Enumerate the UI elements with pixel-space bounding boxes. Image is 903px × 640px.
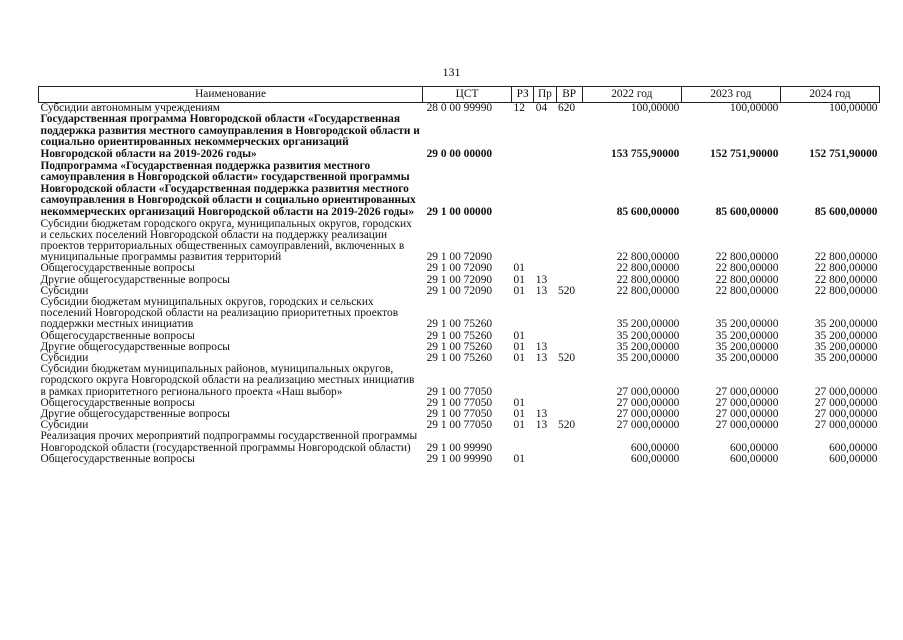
cell-2024: 22 800,00000	[814, 284, 878, 297]
cell-rz: 12	[513, 102, 525, 114]
cell-2024: 27 000,00000	[814, 396, 878, 409]
table-row	[39, 364, 880, 398]
budget-table	[38, 86, 880, 465]
cell-name: Субсидии	[40, 351, 89, 364]
header-name: Наименование	[39, 87, 423, 103]
cell-cst: 29 1 00 72090	[426, 273, 493, 286]
cell-rz	[512, 297, 534, 331]
cell-name: Общегосударственные вопросы	[40, 452, 195, 465]
header-2024: 2024 год	[780, 87, 879, 103]
table-row	[39, 219, 880, 264]
table-row	[39, 263, 880, 274]
cell-pr	[534, 454, 556, 465]
page-number: 131	[442, 65, 461, 79]
cell-2022: 27 000,00000	[616, 385, 680, 398]
cell-vr	[556, 364, 582, 398]
cell-vr: 520	[558, 284, 576, 297]
cell-rz: 01	[513, 262, 525, 275]
cell-2022: 22 800,00000	[616, 262, 680, 275]
cell-name: Реализация прочих мероприятий подпрограммы государственной программы Новгородской области (государственной программы Новгородской области)	[40, 430, 418, 454]
cell-rz: 01	[513, 408, 525, 420]
cell-2023: 600,00000	[729, 441, 779, 454]
table-row	[39, 297, 880, 331]
cell-rz	[512, 114, 534, 160]
cell-pr: 13	[535, 284, 548, 297]
cell-2023: 27 000,00000	[715, 385, 779, 398]
cell-vr: 520	[558, 351, 576, 364]
cell-cst: 29 1 00 77050	[426, 408, 493, 420]
header-rz: РЗ	[512, 87, 534, 103]
cell-name: Субсидии бюджетам городского округа, муниципальных округов, городских и сельских поселений Новгородской области на поддержку реализации проектов территориальных общественных самоуправлений, включенных в муниципальные программы развития территорий	[40, 217, 412, 264]
cell-rz: 01	[513, 340, 525, 353]
cell-pr: 13	[535, 340, 548, 353]
cell-name: Другие общегосударственные вопросы	[40, 408, 230, 420]
cell-2022: 27 000,00000	[616, 396, 680, 409]
cell-2024: 100,00000	[829, 102, 878, 114]
cell-rz: 01	[513, 419, 525, 432]
cell-vr	[556, 431, 582, 453]
header-pr: Пр	[534, 87, 556, 103]
cell-vr	[556, 398, 582, 409]
cell-name: Общегосударственные вопросы	[40, 262, 195, 275]
cell-vr	[556, 263, 582, 274]
cell-cst: 29 0 00 00000	[426, 148, 493, 161]
cell-2023: 35 200,00000	[715, 329, 779, 342]
cell-pr	[534, 114, 556, 160]
cell-cst: 29 1 00 75260	[426, 329, 493, 342]
cell-pr: 13	[535, 419, 548, 432]
cell-pr	[534, 263, 556, 274]
cell-rz: 01	[513, 273, 525, 286]
cell-vr	[556, 219, 582, 264]
cell-2023: 22 800,00000	[715, 284, 779, 297]
cell-vr	[556, 454, 582, 465]
cell-name: Субсидии бюджетам муниципальных округов, городских и сельских поселений Новгородской области на реализацию приоритетных проектов поддержки местных инициатив	[40, 295, 399, 331]
cell-vr: 620	[558, 102, 576, 114]
cell-2023: 27 000,00000	[715, 419, 779, 432]
cell-name: Общегосударственные вопросы	[40, 329, 195, 342]
cell-pr	[534, 297, 556, 331]
cell-2024: 35 200,00000	[814, 318, 878, 331]
cell-2024: 600,00000	[829, 452, 878, 465]
cell-cst: 29 1 00 72090	[426, 251, 493, 264]
cell-cst: 29 1 00 99990	[426, 441, 493, 454]
cell-2023: 85 600,00000	[715, 206, 779, 219]
cell-name: Другие общегосударственные вопросы	[40, 340, 230, 353]
cell-vr: 520	[558, 419, 576, 432]
cell-2023: 152 751,90000	[710, 148, 779, 161]
cell-cst: 29 1 00 75260	[426, 351, 493, 364]
cell-cst: 29 1 00 77050	[426, 419, 493, 432]
cell-rz	[512, 431, 534, 453]
cell-cst: 29 1 00 77050	[426, 396, 493, 409]
cell-vr	[556, 161, 582, 219]
cell-2022: 22 800,00000	[616, 284, 680, 297]
table-header-row	[39, 87, 880, 103]
cell-name: Подпрограмма «Государственная поддержка развития местного самоуправления в Новгородской области» государственной программы Новгородской области «Государственная поддержка развития местного самоуправления в Новгородской области и социально ориентированных некоммерческих организаций Новгородской области на 2019-2026 годы»	[40, 159, 416, 218]
cell-2022: 27 000,00000	[616, 408, 680, 420]
cell-2022: 22 800,00000	[616, 273, 680, 286]
cell-name: Субсидии бюджетам муниципальных районов, муниципальных округов, городского округа Новгородской области на реализацию местных инициатив в рамках приоритетного регионального проекта «Наш выбор»	[40, 363, 415, 398]
cell-2024: 35 200,00000	[814, 351, 878, 364]
cell-pr: 04	[535, 102, 548, 114]
cell-2023: 35 200,00000	[715, 351, 779, 364]
header-2022: 2022 год	[582, 87, 681, 103]
cell-rz: 01	[513, 284, 525, 297]
cell-2024: 27 000,00000	[814, 408, 878, 420]
cell-pr	[534, 431, 556, 453]
cell-2022: 600,00000	[630, 452, 680, 465]
cell-2022: 35 200,00000	[616, 351, 680, 364]
cell-2024: 600,00000	[829, 441, 878, 454]
cell-cst: 29 1 00 99990	[426, 452, 493, 465]
cell-rz	[512, 364, 534, 398]
cell-2023: 22 800,00000	[715, 262, 779, 275]
cell-vr	[556, 114, 582, 160]
cell-rz: 01	[513, 351, 525, 364]
header-cst: ЦСТ	[423, 87, 512, 103]
cell-2024: 35 200,00000	[814, 329, 878, 342]
cell-cst: 29 1 00 72090	[426, 284, 493, 297]
cell-rz: 01	[513, 452, 525, 465]
cell-2024: 22 800,00000	[814, 262, 878, 275]
table-body	[39, 103, 880, 466]
cell-2024: 27 000,00000	[814, 419, 878, 432]
cell-2024: 85 600,00000	[814, 206, 878, 219]
table-row	[39, 431, 880, 453]
cell-name: Субсидии	[40, 419, 89, 432]
cell-cst: 29 1 00 75260	[426, 318, 493, 331]
cell-2022: 22 800,00000	[616, 251, 680, 264]
cell-2023: 27 000,00000	[715, 396, 779, 409]
cell-2023: 22 800,00000	[715, 251, 779, 264]
cell-2022: 35 200,00000	[616, 329, 680, 342]
cell-rz	[512, 219, 534, 264]
cell-2022: 35 200,00000	[616, 318, 680, 331]
cell-name: Государственная программа Новгородской области «Государственная поддержка развития местного самоуправления в Новгородской области и социально ориентированных некоммерческих организаций Новгородской области на 2019-2026 годы»	[40, 113, 420, 160]
header-vr: ВР	[556, 87, 582, 103]
table-row	[39, 114, 880, 160]
cell-2024: 22 800,00000	[814, 251, 878, 264]
cell-pr: 13	[535, 351, 548, 364]
cell-pr: 13	[535, 408, 548, 420]
cell-2023: 35 200,00000	[715, 340, 779, 353]
cell-2022: 27 000,00000	[616, 419, 680, 432]
cell-2023: 100,00000	[729, 102, 779, 114]
cell-cst: 28 0 00 99990	[426, 102, 493, 114]
cell-cst: 29 1 00 72090	[426, 262, 493, 275]
cell-name: Другие общегосударственные вопросы	[40, 273, 230, 286]
cell-pr: 13	[535, 273, 548, 286]
table-row	[39, 454, 880, 465]
cell-2022: 600,00000	[630, 441, 680, 454]
cell-2024: 27 000,00000	[814, 385, 878, 398]
cell-2023: 27 000,00000	[715, 408, 779, 420]
cell-2024: 35 200,00000	[814, 340, 878, 353]
cell-name: Субсидии	[40, 284, 89, 297]
cell-cst: 29 1 00 00000	[426, 206, 493, 219]
cell-2023: 22 800,00000	[715, 273, 779, 286]
table-row	[39, 161, 880, 219]
cell-2023: 600,00000	[729, 452, 779, 465]
cell-name: Общегосударственные вопросы	[40, 396, 195, 409]
cell-rz: 01	[513, 396, 525, 409]
cell-2022: 85 600,00000	[616, 206, 680, 219]
cell-vr	[556, 331, 582, 342]
cell-cst: 29 1 00 77050	[426, 385, 493, 398]
cell-2022: 100,00000	[630, 102, 680, 114]
cell-pr	[534, 219, 556, 264]
cell-2022: 35 200,00000	[616, 340, 680, 353]
cell-pr	[534, 364, 556, 398]
cell-rz	[512, 161, 534, 219]
cell-2023: 35 200,00000	[715, 318, 779, 331]
cell-cst: 29 1 00 75260	[426, 340, 493, 353]
cell-2022: 153 755,90000	[611, 148, 680, 161]
cell-2024: 22 800,00000	[814, 273, 878, 286]
cell-name: Субсидии автономным учреждениям	[40, 102, 220, 114]
cell-vr	[556, 297, 582, 331]
cell-2024: 152 751,90000	[809, 148, 878, 161]
header-2023: 2023 год	[681, 87, 780, 103]
cell-rz: 01	[513, 329, 525, 342]
cell-pr	[534, 161, 556, 219]
